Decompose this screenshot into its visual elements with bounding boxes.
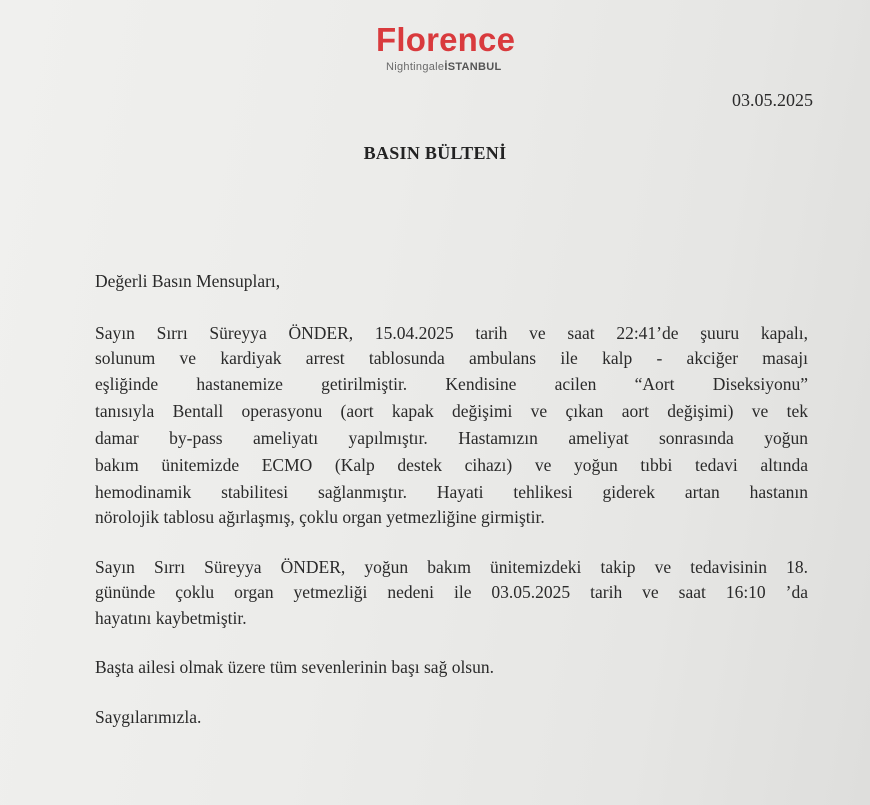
condolence-text: Başta ailesi olmak üzere tüm sevenlerinin başı sağ olsun. bbox=[95, 657, 494, 677]
closing-text: Saygılarımızla. bbox=[95, 707, 202, 727]
greeting: Değerli Basın Mensupları, bbox=[95, 271, 281, 291]
paragraph1-line: bakım ünitemizde ECMO (Kalp destek cihazı) ve yoğun tıbbi tedavi altında bbox=[95, 455, 808, 475]
paragraph1-line: solunum ve kardiyak arrest tablosunda ambulans ile kalp - akciğer masajı bbox=[95, 348, 808, 368]
logo-subtitle bbox=[386, 61, 502, 73]
paragraph2-line: gününde çoklu organ yetmezliği nedeni ile 03.05.2025 tarih ve saat 16:10 ’da bbox=[95, 582, 808, 602]
paragraph1-line: nörolojik tablosu ağırlaşmış, çoklu organ yetmezliğine girmiştir. bbox=[95, 507, 545, 527]
logo-sub-left: Nightingale bbox=[386, 61, 445, 73]
paragraph1-line: tanısıyla Bentall operasyonu (aort kapak değişimi ve çıkan aort değişimi) ve tek bbox=[95, 401, 808, 421]
logo-sub-right: İSTANBUL bbox=[444, 61, 502, 73]
document-title: BASIN BÜLTENİ bbox=[363, 143, 507, 163]
paragraph1-line: eşliğinde hastanemize getirilmiştir. Kendisine acilen “Aort Diseksiyonu” bbox=[95, 374, 808, 394]
document-date: 03.05.2025 bbox=[732, 90, 813, 110]
paragraph2-line: Sayın Sırrı Süreyya ÖNDER, yoğun bakım ünitemizdeki takip ve tedavisinin 18. bbox=[95, 557, 808, 577]
paragraph1-line: Sayın Sırrı Süreyya ÖNDER, 15.04.2025 tarih ve saat 22:41’de şuuru kapalı, bbox=[95, 323, 808, 343]
paragraph1-line: hemodinamik stabilitesi sağlanmıştır. Hayati tehlikesi giderek artan hastanın bbox=[95, 482, 808, 502]
logo-brand-text: Florence bbox=[376, 21, 516, 58]
paragraph1-line: damar by-pass ameliyatı yapılmıştır. Hastamızın ameliyat sonrasında yoğun bbox=[95, 428, 808, 448]
florence-logo bbox=[376, 18, 538, 76]
paragraph2-line: hayatını kaybetmiştir. bbox=[95, 608, 247, 628]
